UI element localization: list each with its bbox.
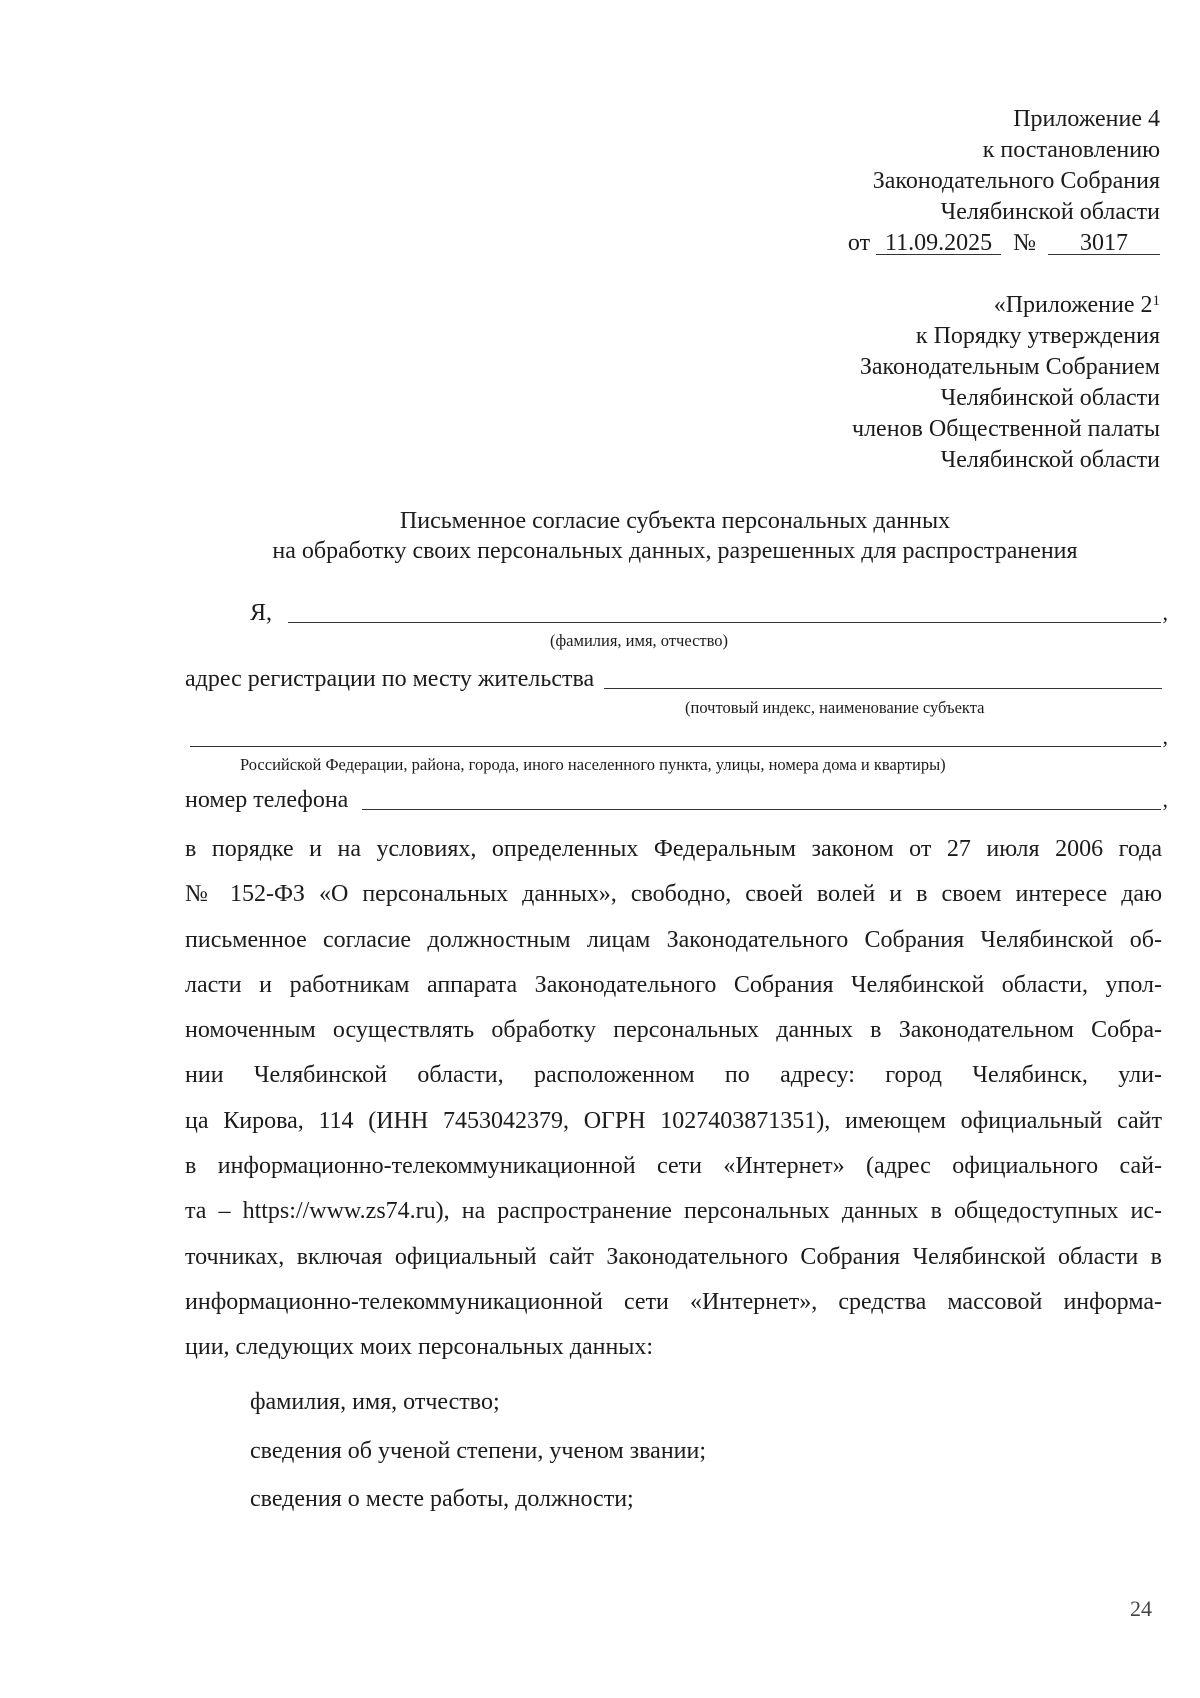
address-field-row	[185, 664, 1168, 694]
paragraph-line: в информационно-телекоммуникационной сети «Интернет» (адрес официального сай-	[185, 1153, 1162, 1180]
superscript: 1	[1152, 293, 1160, 309]
document-title	[185, 506, 1165, 566]
name-hint: (фамилия, имя, отчество)	[550, 631, 729, 650]
paragraph-line: в порядке и на условиях, определенных Федеральным законом от 27 июля 2006 года	[185, 836, 1162, 862]
paragraph-line: ласти и работникам аппарата Законодательного Собрания Челябинской области, упол-	[185, 971, 1162, 998]
paragraph-line: письменное согласие должностным лицам Законодательного Собрания Челябинской об-	[185, 926, 1162, 953]
name-label: Я,	[250, 600, 273, 626]
address-continuation-row	[190, 722, 1168, 752]
nested-appendix-header	[852, 290, 1160, 476]
date-prefix: от	[847, 230, 871, 256]
paragraph-line: нии Челябинской области, расположенном по адресу: город Челябинск, ули-	[185, 1062, 1162, 1089]
phone-input-line[interactable]	[362, 787, 1160, 810]
paragraph-line: номоченным осуществлять обработку персональных данных в Законодательном Собра-	[185, 1017, 1162, 1044]
appendix-line: к постановлению	[982, 137, 1160, 163]
paragraph-line: та – https://www.zs74.ru), на распространение персональных данных в общедоступных ис-	[185, 1198, 1162, 1225]
appendix-line: Челябинской области	[940, 199, 1160, 225]
address-hint-top: (почтовый индекс, наименование субъекта	[685, 698, 985, 717]
paragraph-line: информационно-телекоммуникационной сети «Интернет», средства массовой информа-	[185, 1288, 1162, 1315]
address-hint-bottom: Российской Федерации, района, города, иного населенного пункта, улицы, номера дома и квартиры)	[240, 755, 946, 774]
address-input-line[interactable]	[604, 666, 1162, 689]
resolution-date: 11.09.2025	[876, 232, 1001, 255]
resolution-date-line	[848, 228, 1160, 259]
appendix-line: Приложение 4	[1013, 106, 1160, 132]
paragraph-line: ции, следующих моих персональных данных:	[185, 1334, 654, 1361]
number-sign: №	[1013, 230, 1036, 256]
paragraph-line: точниках, включая официальный сайт Законодательного Собрания Челябинской области в	[185, 1243, 1162, 1270]
nested-appendix-line: Челябинской области	[940, 385, 1160, 411]
title-line: Письменное согласие субъекта персональных данных	[399, 508, 951, 534]
consent-paragraph	[185, 827, 1162, 1371]
nested-appendix-line: Челябинской области	[940, 447, 1160, 473]
resolution-number: 3017	[1048, 232, 1160, 255]
paragraph-line: ца Кирова, 114 (ИНН 7453042379, ОГРН 1027403871351), имеющем официальный сайт	[185, 1107, 1162, 1134]
name-input-line[interactable]	[288, 600, 1160, 623]
address-label: адрес регистрации по месту жительства	[185, 666, 595, 692]
comma: ,	[1162, 787, 1168, 812]
appendix-line: Законодательного Собрания	[872, 168, 1160, 194]
nested-appendix-title: «Приложение $2^1$	[993, 292, 1160, 318]
phone-field-row	[185, 785, 1168, 815]
list-item: сведения об ученой степени, ученом звании;	[250, 1437, 707, 1464]
comma: ,	[1162, 600, 1168, 625]
phone-label: номер телефона	[185, 787, 349, 813]
comma: ,	[1162, 724, 1168, 749]
name-field-row	[250, 598, 1168, 628]
nested-appendix-line: Законодательным Собранием	[859, 354, 1160, 380]
nested-appendix-line: членов Общественной палаты	[852, 416, 1160, 442]
title-line: на обработку своих персональных данных, разрешенных для распространения	[272, 538, 1078, 564]
list-item: сведения о месте работы, должности;	[250, 1486, 634, 1513]
nested-appendix-line: к Порядку утверждения	[915, 323, 1160, 349]
address-continuation-line[interactable]	[190, 724, 1161, 747]
page-number: 24	[1130, 1596, 1152, 1621]
paragraph-line: № 152-ФЗ «О персональных данных», свободно, своей волей и в своем интересе даю	[185, 881, 1162, 908]
list-item: фамилия, имя, отчество;	[250, 1389, 500, 1415]
appendix-header	[848, 104, 1160, 259]
personal-data-list	[250, 1378, 706, 1524]
